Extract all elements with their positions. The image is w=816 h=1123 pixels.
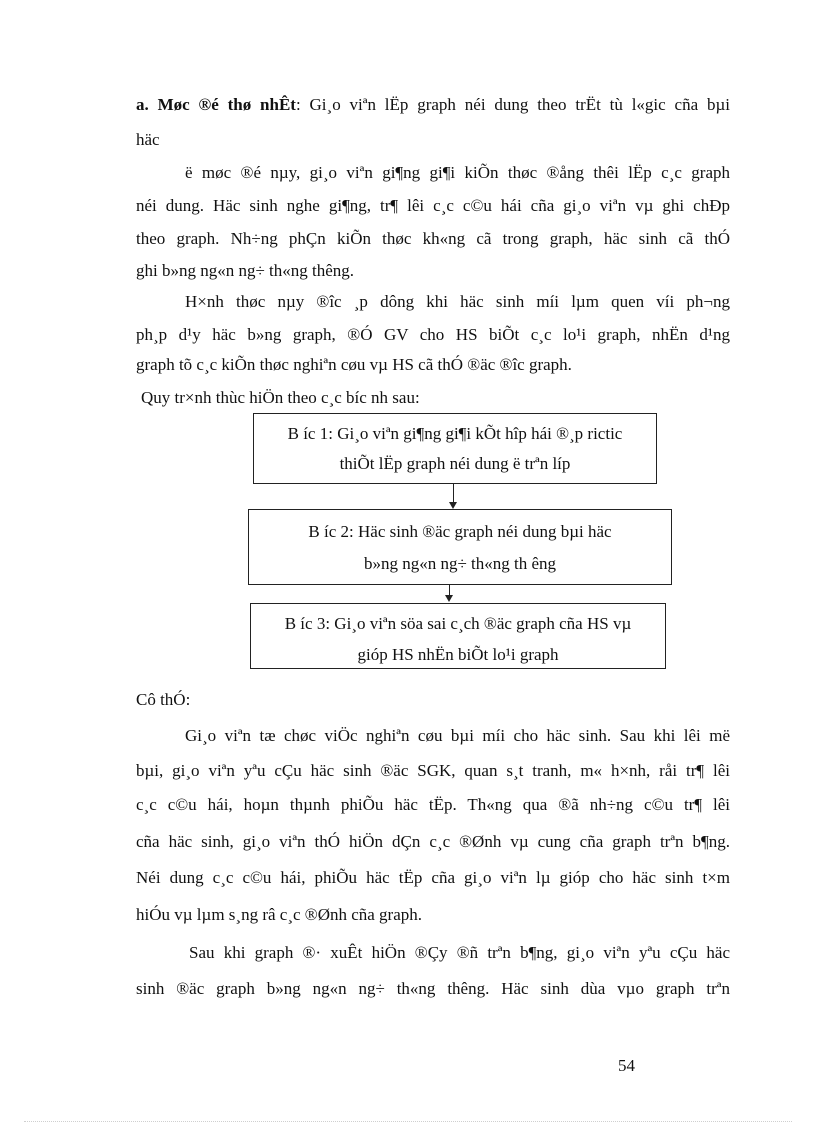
paragraph-4-line-1: Gi¸o viªn tæ chøc viÖc nghiªn cøu bµi míi cho häc sinh. Sau khi lêi më — [185, 726, 730, 745]
flow-step-2-line-2: b»ng ng«n ng÷ th«ng th êng — [363, 554, 557, 573]
paragraph-1-line-1 — [136, 95, 730, 115]
arrow-down-icon — [449, 502, 457, 509]
flow-step-1-box — [253, 413, 657, 484]
flow-step-1-line-1: B íc 1: Gi¸o viªn gi¶ng gi¶i kÕt hîp hái ®¸p rictic — [287, 424, 623, 443]
flow-step-2-box — [248, 509, 672, 585]
flow-step-3-box — [250, 603, 666, 669]
paragraph-5-line-1: Sau khi graph ®· xuÊt hiÖn ®Çy ®ñ trªn b¶ng, gi¸o viªn yªu cÇu häc — [189, 943, 730, 962]
section-label: Cô thÓ: — [136, 690, 191, 709]
paragraph-2-line-3: theo graph. Nh÷ng phÇn kiÕn thøc kh«ng cã trong graph, häc sinh cã thÓ — [136, 229, 730, 248]
paragraph-3-line-1: H×nh thøc nµy ®îc ¸p dông khi häc sinh míi lµm quen víi ph¬ng — [185, 292, 730, 311]
paragraph-1-text: : Gi¸o viªn lËp graph néi dung theo trËt tù l«gic cña bµi — [295, 95, 730, 114]
paragraph-2-line-2: néi dung. Häc sinh nghe gi¶ng, tr¶ lêi c¸c c©u hái cña gi¸o viªn vµ ghi chÐp — [136, 196, 730, 215]
flow-step-3-line-2: gióp HS nhËn biÕt lo¹i graph — [357, 645, 559, 664]
flow-step-3-line-1: B íc 3: Gi¸o viªn söa sai c¸ch ®äc graph cña HS vµ — [284, 614, 632, 633]
flow-connector-1 — [453, 483, 454, 503]
paragraph-4-line-4: cña häc sinh, gi¸o viªn thÓ hiÖn dÇn c¸c ®Ønh vµ cung cña graph trªn b¶ng. — [136, 832, 730, 851]
paragraph-2-line-4: ghi b»ng ng«n ng÷ th«ng thêng. — [136, 261, 355, 280]
paragraph-1-line-2: häc — [136, 130, 160, 149]
heading-level-1: a. Møc ®é thø nhÊt — [136, 95, 296, 114]
paragraph-4-line-5: Néi dung c¸c c©u hái, phiÕu häc tËp cña gi¸o viªn lµ gióp cho häc sinh t×m — [136, 868, 730, 887]
page-edge-divider — [24, 1121, 792, 1122]
flow-step-2-line-1: B íc 2: Häc sinh ®äc graph néi dung bµi häc — [308, 522, 612, 541]
paragraph-4-line-3: c¸c c©u hái, hoµn thµnh phiÕu häc tËp. Th«ng qua ®ã nh÷ng c©u tr¶ lêi — [136, 795, 730, 814]
paragraph-4-line-6: hiÓu vµ lµm s¸ng râ c¸c ®Ønh cña graph. — [136, 905, 423, 924]
paragraph-2-line-1: ë møc ®é nµy, gi¸o viªn gi¶ng gi¶i kiÕn thøc ®ång thêi lËp c¸c graph — [185, 163, 730, 182]
flow-step-1-line-2: thiÕt lËp graph néi dung ë trªn líp — [339, 454, 571, 473]
procedure-intro: Quy tr×nh thùc hiÖn theo c¸c bíc nh sau: — [141, 388, 420, 407]
paragraph-5-line-2: sinh ®äc graph b»ng ng«n ng÷ th«ng thêng. Häc sinh dùa vµo graph trªn — [136, 979, 730, 998]
arrow-down-icon — [445, 595, 453, 602]
page-number: 54 — [618, 1056, 635, 1075]
paragraph-3-line-3: graph tõ c¸c kiÕn thøc nghiªn cøu vµ HS cã thÓ ®äc ®îc graph. — [136, 355, 572, 374]
paragraph-3-line-2: ph¸p d¹y häc b»ng graph, ®Ó GV cho HS biÕt c¸c lo¹i graph, nhËn d¹ng — [136, 325, 730, 344]
paragraph-4-line-2: bµi, gi¸o viªn yªu cÇu häc sinh ®äc SGK, quan s¸t tranh, m« h×nh, råi tr¶ lêi — [136, 761, 730, 780]
